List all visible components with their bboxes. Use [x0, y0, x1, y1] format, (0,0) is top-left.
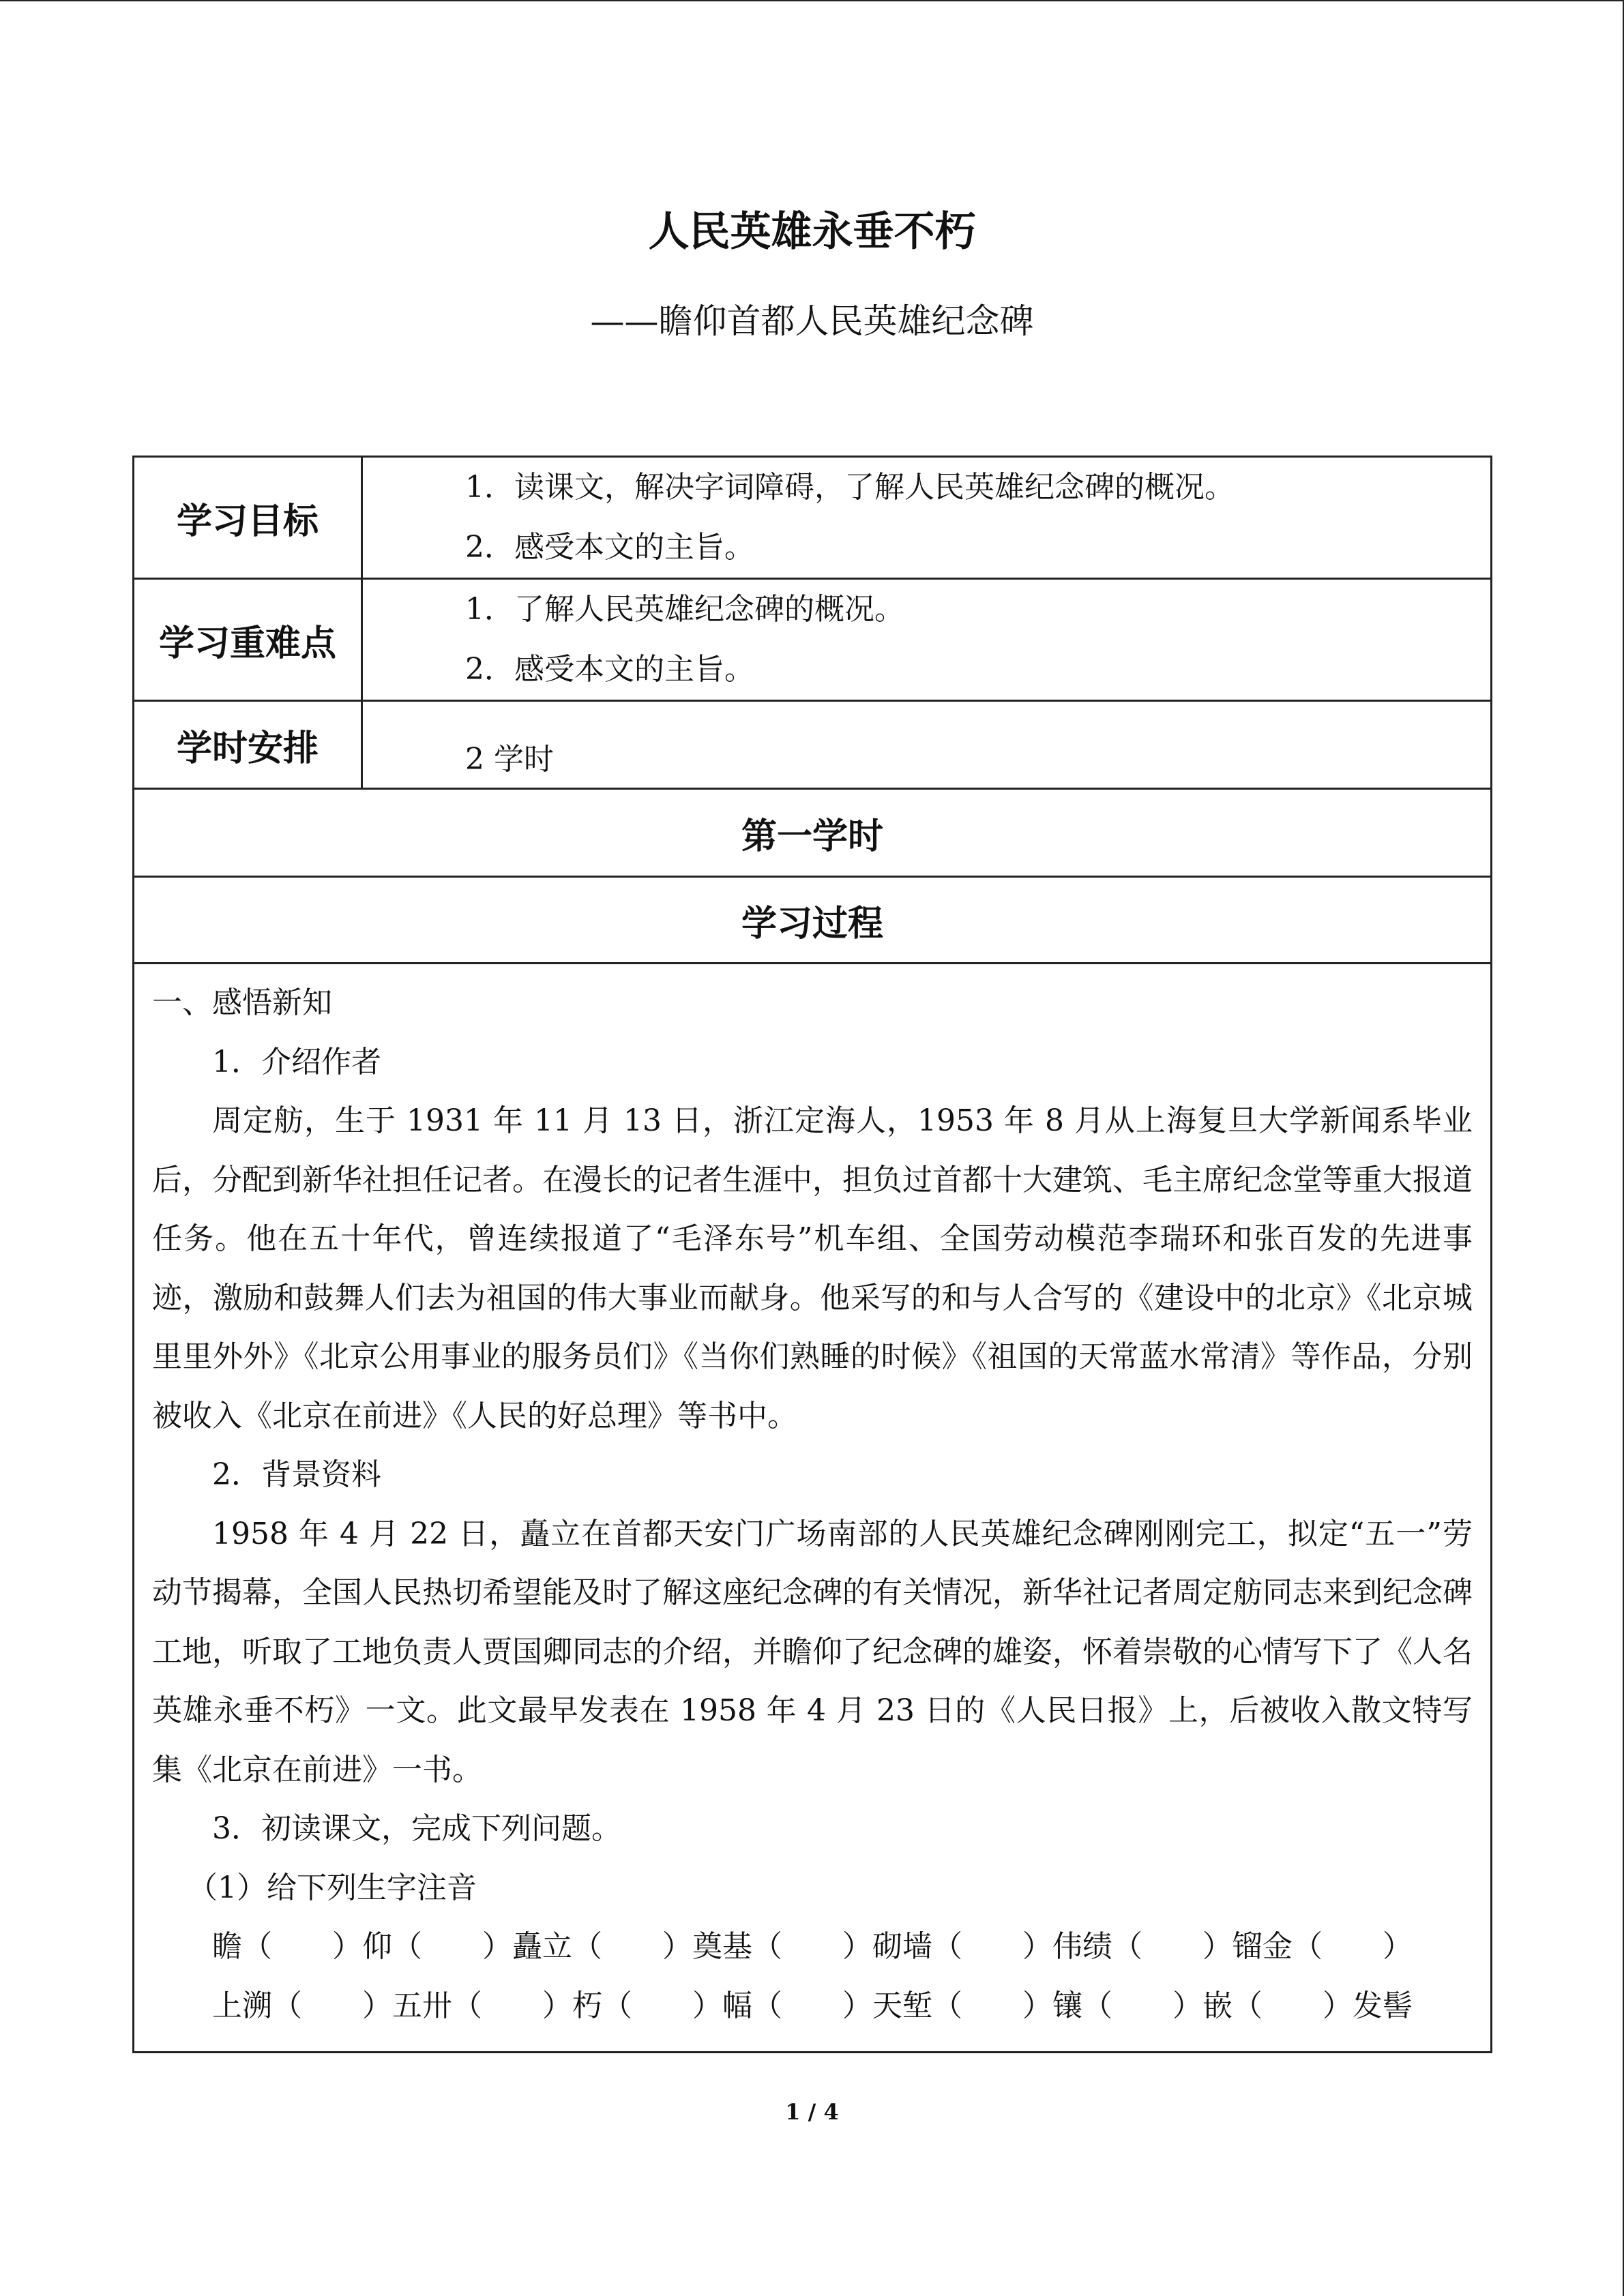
- process-row: [134, 877, 1492, 964]
- key-points-row: [134, 579, 1492, 701]
- paragraph-background: 1958 年 4 月 22 日，矗立在首都天安门广场南部的人民英雄纪念碑刚刚完工，拟定“五一”劳动节揭幕，全国人民热切希望能及时了解这座纪念碑的有关情况，新华社记者周定舫同志来到纪念碑工地，听取了工地负责人贾国卿同志的介绍，并瞻仰了纪念碑的雄姿，怀着崇敬的心情写下了《人名英雄永垂不朽》一文。此文最早发表在 1958 年 4 月 23 日的《人民日报》上，后被收入散文特写集《北京在前进》一书。: [152, 1516, 1473, 1787]
- schedule-label: 学时安排: [134, 701, 362, 789]
- key-points-content: [362, 579, 1492, 701]
- body-row: [134, 964, 1492, 2053]
- subheading-background: 2．背景资料: [212, 1457, 381, 1492]
- pinyin-exercise-line: 瞻（ ）仰（ ）矗立（ ）奠基（ ）砌墙（ ）伟绩（ ）镏金（ ）: [212, 1929, 1413, 1964]
- key-points-label: 学习重难点: [134, 579, 362, 701]
- process-title: 学习过程: [134, 877, 1492, 964]
- subheading-pinyin: （1）给下列生字注音: [188, 1870, 477, 1905]
- schedule-content: [362, 701, 1492, 789]
- lesson-body: [134, 964, 1492, 2053]
- paragraph-author: 周定舫，生于 1931 年 11 月 13 日，浙江定海人，1953 年 8 月从上海复旦大学新闻系毕业后，分配到新华社担任记者。在漫长的记者生涯中，担负过首都十大建筑、毛主席纪念堂等重大报道任务。他在五十年代，曾连续报道了“毛泽东号”机车组、全国劳动模范李瑞环和张百发的先进事迹，激励和鼓舞人们去为祖国的伟大事业而献身。他采写的和与人合写的《建设中的北京》《北京城里里外外》《北京公用事业的服务员们》《当你们熟睡的时候》《祖国的天常蓝水常清》等作品，分别被收入《北京在前进》《人民的好总理》等书中。: [152, 1103, 1473, 1433]
- pinyin-exercise-line: 上溯（ ）五卅（ ）朽（ ）幅（ ）天堑（ ）镶（ ）嵌（ ）发髻: [212, 1988, 1413, 2023]
- page-number: 1 / 4: [785, 2099, 839, 2125]
- lesson-plan-table: [132, 456, 1492, 2053]
- objectives-label: 学习目标: [134, 457, 362, 579]
- objective-item: 2．感受本文的主旨。: [465, 530, 754, 565]
- section-row: [134, 789, 1492, 877]
- document-title: 人民英雄永垂不朽: [648, 208, 976, 256]
- subheading-first-reading: 3．初读课文，完成下列问题。: [212, 1811, 621, 1846]
- schedule-value: 2 学时: [465, 742, 554, 777]
- schedule-row: [134, 701, 1492, 789]
- key-point-item: 1．了解人民英雄纪念碑的概况。: [465, 592, 904, 627]
- document-subtitle: ——瞻仰首都人民英雄纪念碑: [590, 301, 1034, 341]
- objectives-content: [362, 457, 1492, 579]
- objective-item: 1．读课文，解决字词障碍，了解人民英雄纪念碑的概况。: [465, 470, 1235, 505]
- section-title: 第一学时: [134, 789, 1492, 877]
- objectives-row: [134, 457, 1492, 579]
- heading-new-knowledge: 一、感悟新知: [152, 985, 332, 1020]
- key-point-item: 2．感受本文的主旨。: [465, 652, 754, 687]
- subheading-author: 1．介绍作者: [212, 1044, 381, 1079]
